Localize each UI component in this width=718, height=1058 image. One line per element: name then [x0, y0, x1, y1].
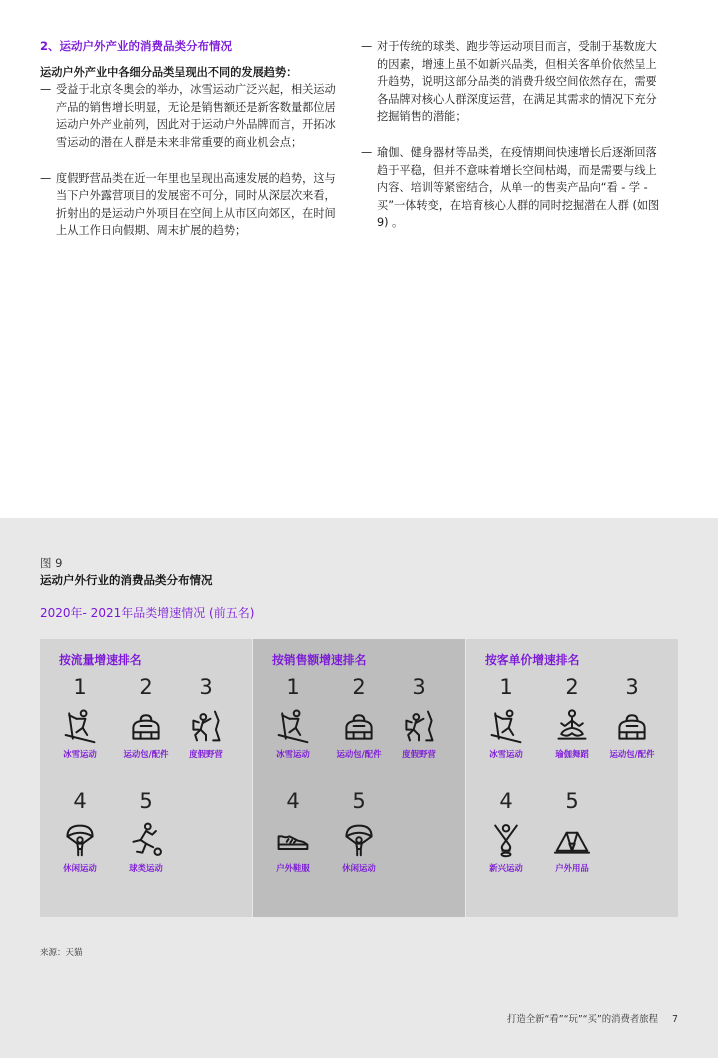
bullet-item — [361, 38, 661, 126]
category-label: 度假野营 — [402, 749, 436, 759]
bullet-dash: — — [40, 83, 52, 97]
rank-number: 5 — [352, 789, 366, 813]
ranking-item — [324, 789, 394, 874]
rank-number: 5 — [139, 789, 153, 813]
footer-title: 打造全新“看”“玩”“买”的消费者旅程 — [507, 1014, 659, 1025]
skiing-icon — [488, 708, 524, 744]
skiing-icon — [62, 708, 98, 744]
skiing-icon — [275, 708, 311, 744]
ranking-item — [45, 675, 115, 760]
ranking-item — [471, 675, 541, 760]
ranking-item — [111, 789, 181, 874]
ranking-item — [384, 675, 454, 760]
rank-number: 4 — [286, 789, 300, 813]
ranking-panel-unit-price — [466, 639, 678, 917]
bullet-dash: — — [40, 171, 52, 185]
page-footer — [507, 1011, 678, 1025]
ranking-panel-sales — [253, 639, 465, 917]
ranking-item — [45, 789, 115, 874]
hockey-icon — [488, 822, 524, 858]
category-label: 冰雪运动 — [63, 749, 97, 759]
rank-number: 3 — [412, 675, 426, 699]
ranking-item — [258, 675, 328, 760]
sports-bag-icon — [128, 708, 164, 744]
category-label: 球类运动 — [129, 863, 163, 873]
panel-title: 按销售额增速排名 — [272, 653, 367, 667]
lead-sentence: 运动户外产业中各细分品类呈现出不同的发展趋势： — [40, 65, 298, 79]
figure-label: 图 9 — [40, 556, 63, 570]
paraglider-icon — [341, 822, 377, 858]
bullet-item — [40, 170, 340, 240]
page-number: 7 — [672, 1014, 678, 1025]
figure-subtitle: 2020年- 2021年品类增速情况 (前五名) — [40, 606, 255, 620]
category-label: 冰雪运动 — [489, 749, 523, 759]
rank-number: 2 — [352, 675, 366, 699]
bullet-text: 受益于北京冬奥会的举办，冰雪运动广泛兴起，相关运动产品的销售增长明显，无论是销售额还是新客数量都位居运动户外产业前列，因此对于运动户外品牌而言，开拓冰雪运动的潜在人群是未来非常重要的商业机会点； — [56, 83, 336, 149]
sports-bag-icon — [614, 708, 650, 744]
rank-number: 3 — [199, 675, 213, 699]
right-text-column — [361, 38, 661, 232]
category-label: 度假野营 — [189, 749, 223, 759]
rank-number: 2 — [139, 675, 153, 699]
ranking-item — [171, 675, 241, 760]
bullet-item — [361, 144, 661, 232]
category-label: 运动包/配件 — [336, 749, 382, 759]
rank-number: 4 — [499, 789, 513, 813]
ranking-panel-traffic — [40, 639, 252, 917]
ranking-item — [258, 789, 328, 874]
rank-number: 3 — [625, 675, 639, 699]
ranking-item — [597, 675, 667, 760]
source-note: 来源：天猫 — [40, 948, 83, 958]
category-label: 户外用品 — [555, 863, 589, 873]
bullet-text: 度假野营品类在近一年里也呈现出高速发展的趋势，这与当下户外露营项目的发展密不可分，同时从深层次来看，折射出的是运动户外项目在空间上从市区向郊区，在时间上从工作日向假期、周末扩展的趋势； — [56, 171, 336, 238]
climbing-icon — [401, 708, 437, 744]
yoga-icon — [554, 708, 590, 744]
category-label: 户外鞋服 — [276, 863, 310, 873]
category-label: 瑜伽舞蹈 — [555, 749, 589, 759]
ranking-item — [471, 789, 541, 874]
soccer-player-icon — [128, 822, 164, 858]
sneaker-icon — [275, 822, 311, 858]
category-label: 运动包/配件 — [609, 749, 655, 759]
category-label: 休闲运动 — [342, 863, 376, 873]
tent-icon — [554, 822, 590, 858]
climbing-icon — [188, 708, 224, 744]
sports-bag-icon — [341, 708, 377, 744]
bullet-dash: — — [361, 40, 373, 53]
paraglider-icon — [62, 822, 98, 858]
category-label: 冰雪运动 — [276, 749, 310, 759]
bullet-text: 对于传统的球类、跑步等运动项目而言，受制于基数庞大的因素，增速上虽不如新兴品类，但相关客单价依然呈上升趋势，说明这部分品类的消费升级空间依然存在，需要各品牌对核心人群深度运营，在满足其需求的情况下充分挖掘销售的潜能； — [377, 40, 657, 124]
rank-number: 5 — [565, 789, 579, 813]
bullet-item — [40, 81, 340, 151]
bullet-dash: — — [361, 145, 373, 159]
bullet-text: 瑜伽、健身器材等品类，在疫情期间快速增长后逐渐回落趋于平稳，但并不意味着增长空间枯竭，而是需要与线上内容、培训等紧密结合，从单一的售卖产品向“看 - 学 - 买”一体转变，在培育核心人群的同时挖掘潜在人群 (如图 9) 。 — [377, 145, 660, 230]
ranking-item — [537, 789, 607, 874]
rank-number: 1 — [499, 675, 513, 699]
category-label: 新兴运动 — [489, 863, 523, 873]
rank-number: 4 — [73, 789, 87, 813]
rank-number: 1 — [73, 675, 87, 699]
rank-number: 2 — [565, 675, 579, 699]
left-text-column — [40, 38, 340, 240]
section-heading: 2、运动户外产业的消费品类分布情况 — [40, 39, 232, 53]
category-label: 休闲运动 — [63, 863, 97, 873]
figure-title: 运动户外行业的消费品类分布情况 — [40, 573, 213, 587]
rank-number: 1 — [286, 675, 300, 699]
panel-title: 按客单价增速排名 — [485, 653, 580, 667]
panel-title: 按流量增速排名 — [59, 653, 142, 667]
category-label: 运动包/配件 — [123, 749, 169, 759]
